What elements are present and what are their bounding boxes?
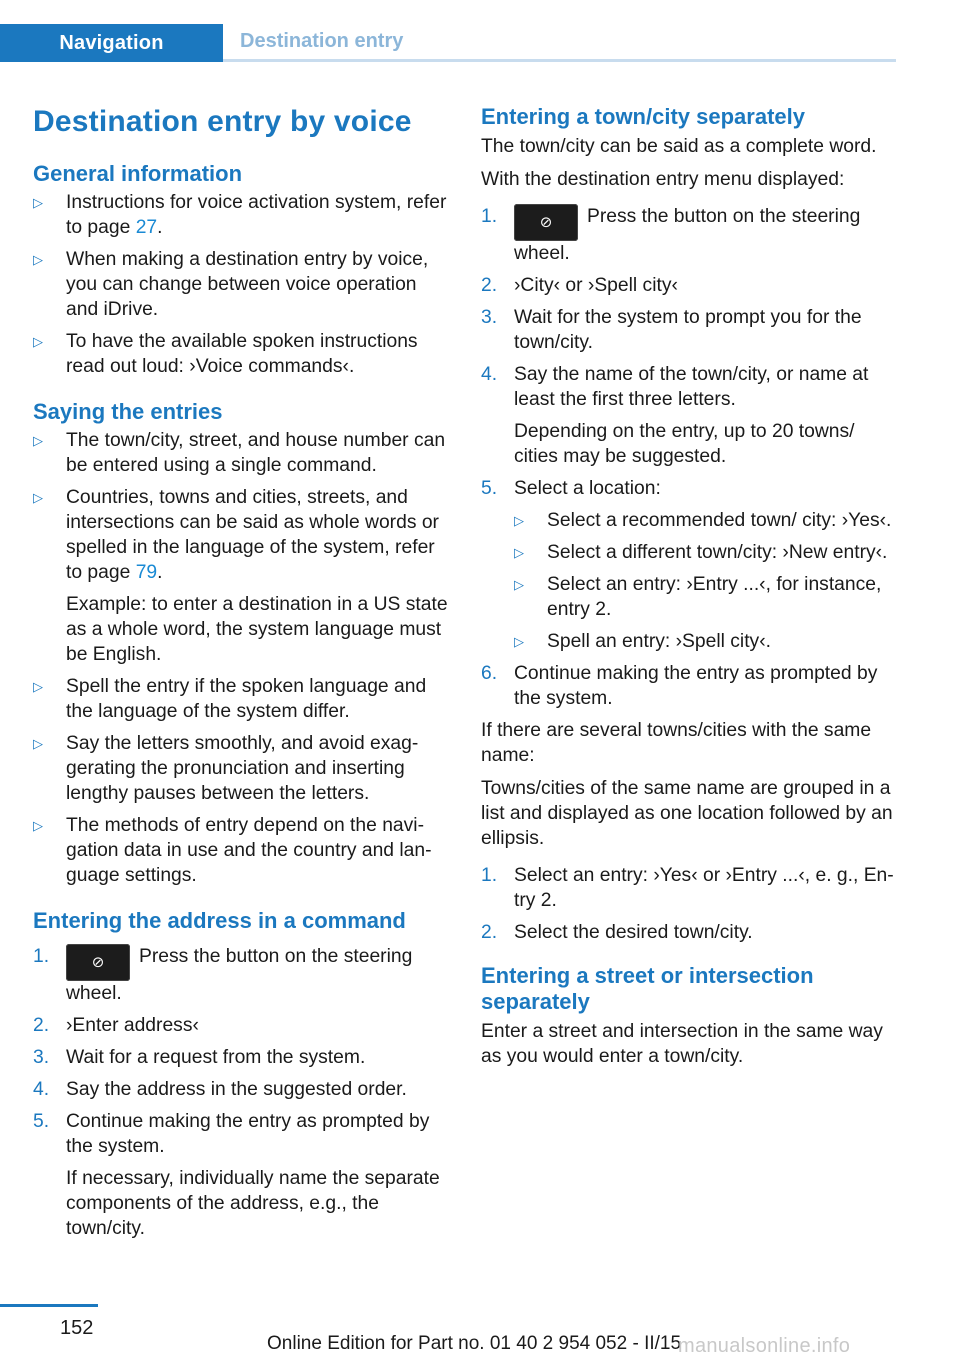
- option-item: [514, 508, 901, 533]
- option-item: [514, 629, 901, 654]
- selection-steps: [481, 863, 901, 945]
- step-item: [33, 1045, 449, 1070]
- step-number: 2.: [481, 922, 498, 943]
- triangle-right-icon: ▷: [33, 736, 43, 751]
- list-item-note: Example: to enter a destination in a US state as a whole word, the system language must be English.: [66, 594, 448, 665]
- list-item-text: Countries, towns and cities, streets, and intersections can be said as whole words or spelled in the language of the system, refer to page: [66, 487, 439, 583]
- step-number: 3.: [33, 1047, 50, 1068]
- section-heading-command: Entering the address in a command: [33, 908, 406, 933]
- header-bar: [0, 24, 896, 62]
- list-item-text: When making a destination entry by voice, you can change between voice operation and iDrive.: [66, 249, 429, 320]
- step-item: [481, 362, 901, 469]
- page-link-27[interactable]: 27: [135, 217, 158, 238]
- step-item: [481, 204, 901, 266]
- list-item: [33, 428, 449, 478]
- list-item-text: The town/city, street, and house number can be entered using a single command.: [66, 430, 446, 476]
- triangle-right-icon: ▷: [514, 634, 524, 649]
- header-divider: [223, 59, 896, 62]
- list-item: [33, 674, 449, 724]
- step-item: [33, 944, 449, 1006]
- page-number: 152: [60, 1317, 94, 1339]
- list-item: [33, 329, 449, 379]
- step-note: Depending on the entry, up to 20 towns/ cities may be suggested.: [514, 421, 855, 467]
- step-text: Select a location:: [514, 478, 661, 499]
- list-item-text: Say the letters smoothly, and avoid exaggerating the pronunciation and inserting lengthy pauses between the letters.: [66, 733, 419, 804]
- list-item: [33, 247, 449, 322]
- step-text: Press the button on the steering wheel.: [66, 946, 413, 1004]
- voice-command-icon: ⊘: [66, 944, 130, 981]
- step-item: [481, 273, 901, 298]
- list-item: [33, 485, 449, 667]
- triangle-right-icon: ▷: [33, 818, 43, 833]
- general-list: [33, 190, 449, 379]
- list-item-text: The methods of entry depend on the navigation data in use and the country and language settings.: [66, 815, 432, 886]
- command-steps: [33, 944, 449, 1241]
- step-text: ›Enter address‹: [66, 1015, 199, 1036]
- step-item: [481, 863, 901, 913]
- step-item: [481, 920, 901, 945]
- list-item-text: Instructions for voice activation system, refer to page: [66, 192, 447, 238]
- step-number: 4.: [481, 364, 498, 385]
- option-text: Spell an entry: ›Spell city‹.: [547, 631, 771, 652]
- list-item-text: To have the available spoken instructions read out loud: ›Voice commands‹.: [66, 331, 418, 377]
- step-number: 3.: [481, 307, 498, 328]
- footer-divider: [0, 1304, 98, 1307]
- step-item: [33, 1109, 449, 1241]
- tab-navigation[interactable]: Navigation: [0, 24, 223, 62]
- right-column: [481, 98, 901, 1077]
- step-text: Wait for the system to prompt you for the town/city.: [514, 307, 862, 353]
- paragraph: With the destination entry menu displayed:: [481, 169, 845, 190]
- step-text: Select the desired town/city.: [514, 922, 753, 943]
- voice-command-icon: ⊘: [514, 204, 578, 241]
- list-item-text: Spell the entry if the spoken language and the language of the system differ.: [66, 676, 427, 722]
- step-number: 1.: [481, 206, 498, 227]
- paragraph: Towns/cities of the same name are grouped in a list and displayed as one location followed by an ellipsis.: [481, 778, 893, 849]
- paragraph: The town/city can be said as a complete word.: [481, 136, 877, 157]
- section-heading-town: Entering a town/city separately: [481, 104, 805, 129]
- option-text: Select an entry: ›Entry ...‹, for instance, entry 2.: [547, 574, 882, 620]
- step-number: 2.: [33, 1015, 50, 1036]
- step-number: 1.: [481, 865, 498, 886]
- step-number: 2.: [481, 275, 498, 296]
- edition-note: Online Edition for Part no. 01 40 2 954 052 - II/15: [267, 1333, 682, 1354]
- punctuation: .: [157, 562, 163, 583]
- step-number: 4.: [33, 1079, 50, 1100]
- step-text: Say the name of the town/city, or name at least the first three letters.: [514, 364, 869, 410]
- list-item: [33, 731, 449, 806]
- option-item: [514, 540, 901, 565]
- step-text: Say the address in the suggested order.: [66, 1079, 407, 1100]
- tab-destination-entry[interactable]: Destination entry: [240, 30, 404, 52]
- page-title: Destination entry by voice: [33, 105, 412, 138]
- triangle-right-icon: ▷: [33, 679, 43, 694]
- step-text: Continue making the entry as prompted by the system.: [66, 1111, 430, 1157]
- punctuation: .: [157, 217, 163, 238]
- triangle-right-icon: ▷: [33, 252, 43, 267]
- section-heading-saying: Saying the entries: [33, 399, 223, 424]
- option-text: Select a different town/city: ›New entry‹.: [547, 542, 888, 563]
- step-number: 6.: [481, 663, 498, 684]
- step-item: [481, 305, 901, 355]
- option-item: [514, 572, 901, 622]
- step-number: 5.: [33, 1111, 50, 1132]
- step-note: If necessary, individually name the separate components of the address, e.g., the town/city.: [66, 1168, 440, 1239]
- triangle-right-icon: ▷: [33, 490, 43, 505]
- section-heading-general: General information: [33, 161, 243, 186]
- saying-list: [33, 428, 449, 888]
- left-column: [33, 98, 449, 1248]
- step-number: 1.: [33, 946, 50, 967]
- triangle-right-icon: ▷: [33, 433, 43, 448]
- step-text: Wait for a request from the system.: [66, 1047, 366, 1068]
- watermark: manualsonline.info: [678, 1335, 851, 1357]
- triangle-right-icon: ▷: [514, 577, 524, 592]
- step-item: [33, 1077, 449, 1102]
- page-link-79[interactable]: 79: [135, 562, 158, 583]
- paragraph: Enter a street and intersection in the same way as you would enter a town/city.: [481, 1021, 883, 1067]
- location-options: [514, 508, 901, 654]
- step-item: [33, 1013, 449, 1038]
- option-text: Select a recommended town/ city: ›Yes‹.: [547, 510, 892, 531]
- step-text: ›City‹ or ›Spell city‹: [514, 275, 678, 296]
- triangle-right-icon: ▷: [33, 195, 43, 210]
- step-text: Press the button on the steering wheel.: [514, 206, 861, 264]
- triangle-right-icon: ▷: [33, 334, 43, 349]
- step-number: 5.: [481, 478, 498, 499]
- triangle-right-icon: ▷: [514, 513, 524, 528]
- paragraph: If there are several towns/cities with the same name:: [481, 720, 872, 766]
- list-item: [33, 190, 449, 240]
- step-item: [481, 661, 901, 711]
- list-item: [33, 813, 449, 888]
- section-heading-street: Entering a street or intersection separately: [481, 963, 814, 1014]
- triangle-right-icon: ▷: [514, 545, 524, 560]
- town-steps: [481, 204, 901, 711]
- step-text: Continue making the entry as prompted by the system.: [514, 663, 878, 709]
- step-item: [481, 476, 901, 654]
- step-text: Select an entry: ›Yes‹ or ›Entry ...‹, e. g., Entry 2.: [514, 865, 894, 911]
